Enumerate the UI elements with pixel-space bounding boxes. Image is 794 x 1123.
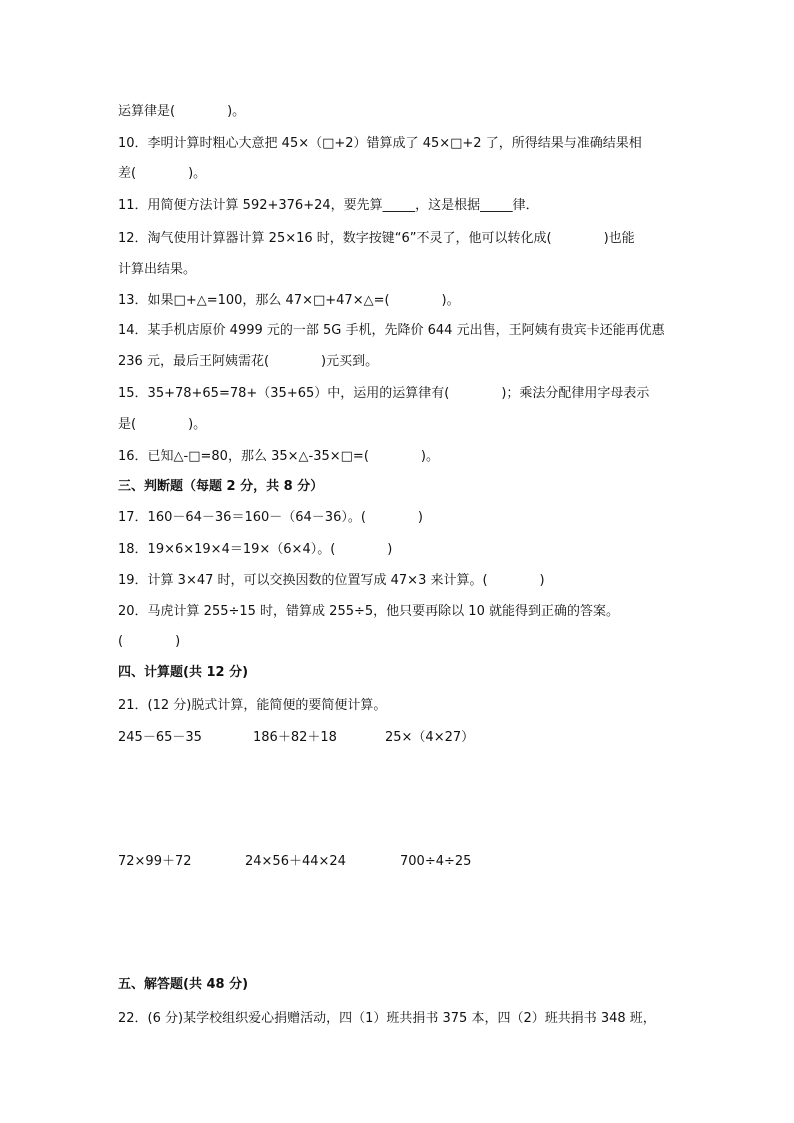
- section-4-heading: 四、计算题(共 12 分): [118, 665, 249, 680]
- q18: 18．19×6×19×4＝19×（6×4）。( ): [118, 542, 393, 557]
- q20-answer-blank: ( ): [118, 634, 181, 649]
- q14: 14．某手机店原价 4999 元的一部 5G 手机，先降价 644 元出售，王阿姨有贵宾卡还能再优惠: [118, 323, 665, 338]
- q15: 15．35+78+65=78+（35+65）中，运用的运算律有( )；乘法分配律用字母表示: [118, 386, 650, 401]
- calc-3: 25×（4×27）: [385, 730, 475, 745]
- q14-continuation: 236 元，最后王阿姨需花( )元买到。: [118, 354, 379, 369]
- section-3-heading: 三、判断题（每题 2 分，共 8 分）: [118, 479, 324, 494]
- q13: 13．如果□+△=100，那么 47×□+47×△=( )。: [118, 293, 460, 308]
- q12-continuation: 计算出结果。: [118, 262, 197, 277]
- calc-4: 72×99＋72: [118, 854, 192, 869]
- calc-2: 186＋82＋18: [253, 730, 337, 745]
- q12: 12．淘气使用计算器计算 25×16 时，数字按键“6”不灵了，他可以转化成( )也能: [118, 231, 635, 246]
- calc-1: 245－65－35: [118, 730, 202, 745]
- q20: 20．马虎计算 255÷15 时，错算成 255÷5，他只要再除以 10 就能得到正确的答案。: [118, 604, 619, 619]
- q15-continuation: 是( )。: [118, 417, 207, 432]
- q10-continuation: 差( )。: [118, 166, 207, 181]
- q10: 10．李明计算时粗心大意把 45×（□+2）错算成了 45×□+2 了，所得结果与准确结果相: [118, 136, 642, 151]
- calc-5: 24×56＋44×24: [245, 854, 346, 869]
- calc-6: 700÷4÷25: [400, 854, 472, 869]
- section-5-heading: 五、解答题(共 48 分): [118, 977, 249, 992]
- q16: 16．已知△-□=80，那么 35×△-35×□=( )。: [118, 449, 439, 464]
- q21: 21．(12 分)脱式计算，能简便的要简便计算。: [118, 698, 387, 713]
- q22: 22．(6 分)某学校组织爱心捐赠活动，四（1）班共捐书 375 本，四（2）班共捐书 348 班，: [118, 1011, 656, 1026]
- q19: 19．计算 3×47 时，可以交换因数的位置写成 47×3 来计算。( ): [118, 573, 545, 588]
- q17: 17．160－64－36＝160－（64－36）。( ): [118, 510, 423, 525]
- q11: 11．用简便方法计算 592+376+24，要先算_____，这是根据_____律．: [118, 198, 539, 213]
- q9-continuation: 运算律是( )。: [118, 104, 246, 119]
